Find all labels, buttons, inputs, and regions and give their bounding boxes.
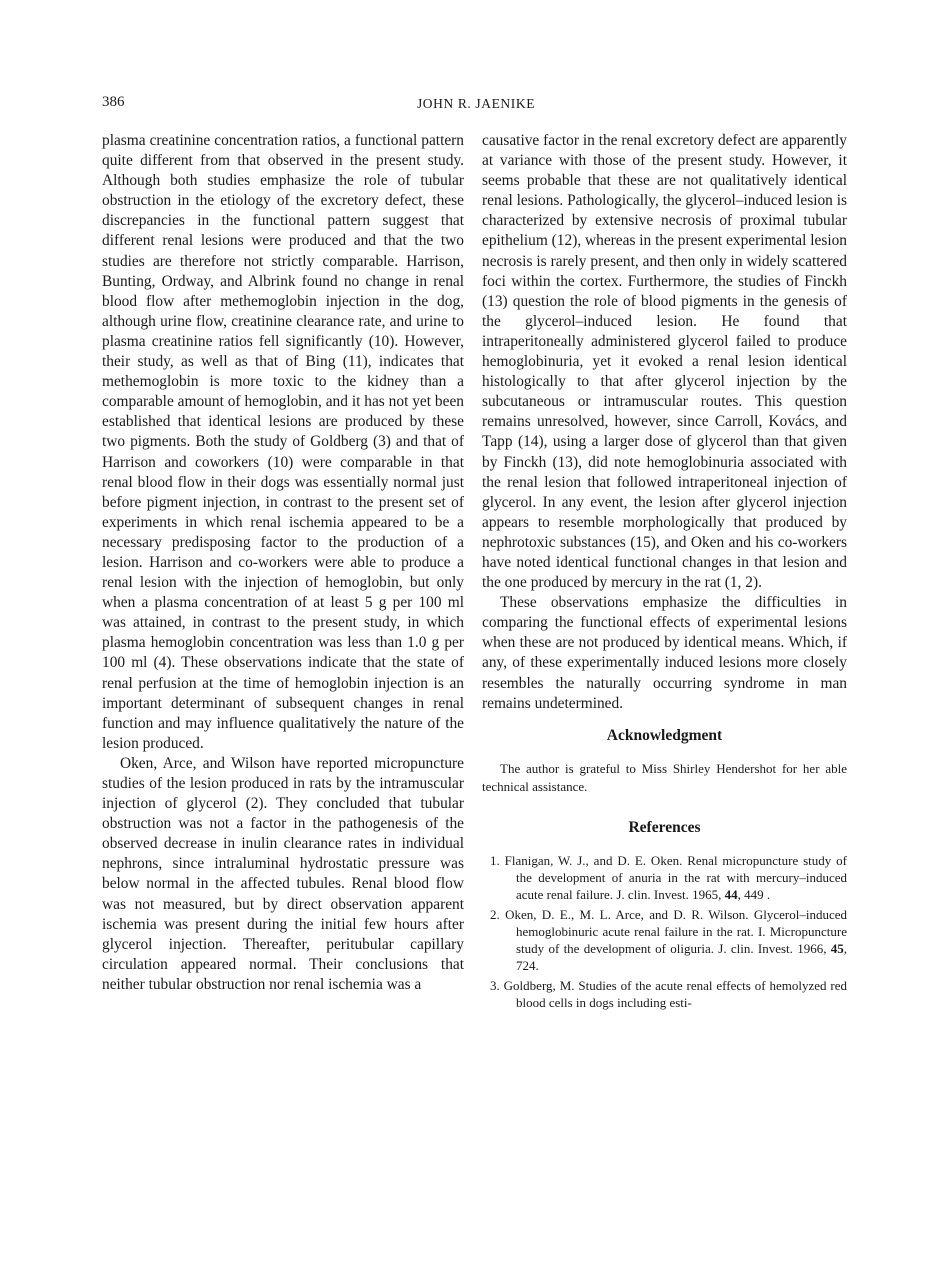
body-paragraph: Oken, Arce, and Wilson have reported micropuncture studies of the lesion produced in rats by the intramuscular injection of glycerol (2). They concluded that tubular obstruction was not a factor in the pathogenesis of the observed decrease in inulin clearance rates in individual nephrons, since intraluminal hydrostatic pressure was below normal in the affected tubules. Renal blood flow was not measured, but by direct observation apparent ischemia was present during the initial few hours after glycerol injection. Thereafter, peritubular capillary circulation appeared normal. Their conclusions that neither tubular obstruction nor renal ischemia was a (102, 754, 464, 993)
reference-text: Flanigan, W. J., and D. E. Oken. Renal micropuncture study of the development of anuria in the rat with mercury–induced acute renal failure. J. clin. Invest. 1965, (504, 852, 848, 902)
reference-volume: 45 (830, 940, 844, 956)
acknowledgment-heading: Acknowledgment (606, 726, 723, 744)
reference-item (482, 852, 847, 903)
left-column (102, 131, 464, 995)
reference-volume: 44 (724, 886, 738, 902)
references-heading: References (628, 818, 701, 836)
reference-pages: , 449 . (737, 886, 771, 902)
running-head: JOHN R. JAENIKE (416, 96, 536, 111)
reference-text: Oken, D. E., M. L. Arce, and D. R. Wilson. Glycerol–induced hemoglobinuric acute renal failure in the rat. I. Micropuncture study of the development of oliguria. J. clin. Invest. 1966, (505, 906, 848, 956)
reference-number: 3. (490, 977, 500, 993)
acknowledgment-text: The author is grateful to Miss Shirley Hendershot for her able technical assistance. (482, 760, 847, 794)
reference-number: 2. (490, 906, 500, 922)
page-number: 386 (102, 94, 125, 110)
reference-text: Goldberg, M. Studies of the acute renal effects of hemolyzed red blood cells in dogs including esti- (503, 977, 848, 1010)
page-header (102, 94, 850, 116)
body-paragraph: plasma creatinine concentration ratios, a functional pattern quite different from that observed in the present study. Although both studies emphasize the role of tubular obstruction in the etiology of the excretory defect, these discrepancies in the functional pattern suggest that different renal lesions were produced and that the two studies are therefore not strictly comparable. Harrison, Bunting, Ordway, and Albrink found no change in renal blood flow after methemoglobin injection in the dog, although urine flow, creatinine clearance rate, and urine to plasma creatinine ratios fell significantly (10). However, their study, as well as that of Bing (11), indicates that methemoglobin is more toxic to the kidney than a comparable amount of hemoglobin, and it has not yet been established that identical lesions are produced by these two pigments. Both the study of Goldberg (3) and that of Harrison and coworkers (10) were comparable in that renal blood flow in their dogs was essentially normal just before pigment injection, in contrast to the present set of experiments in which renal ischemia appeared to be a necessary predisposing factor to the production of a lesion. Harrison and co-workers were able to produce a renal lesion with the injection of hemoglobin, but only when a plasma concentration of at least 5 g per 100 ml was attained, in contrast to the present study, in which plasma hemoglobin concentration was less than 1.0 g per 100 ml (4). These observations indicate that the state of renal perfusion at the time of hemoglobin injection is an important determinant of subsequent changes in renal function and may influence qualitatively the nature of the lesion produced. (102, 132, 464, 752)
body-paragraph: These observations emphasize the difficulties in comparing the functional effects of experimental lesions when these are not produced by identical means. Which, if any, of these experimentally induced lesions more closely resembles the naturally occurring syndrome in man remains undetermined. (482, 594, 847, 712)
right-column (482, 131, 847, 1014)
body-paragraph: causative factor in the renal excretory defect are apparently at variance with those of the present study. However, it seems probable that these are not qualitatively identical renal lesions. Pathologically, the glycerol–induced lesion is characterized by extensive necrosis of proximal tubular epithelium (12), whereas in the present experimental lesion necrosis is rarely present, and then only in widely scattered foci within the cortex. Furthermore, the studies of Finckh (13) question the role of blood pigments in the genesis of the glycerol–induced lesion. He found that intraperitoneally administered glycerol failed to produce hemoglobinuria, yet it evoked a renal lesion identical histologically to that after glycerol injection by the subcutaneous or intramuscular routes. This question remains unresolved, however, since Carroll, Kovács, and Tapp (14), using a larger dose of glycerol than that given by Finckh (13), did note hemoglobinuria associated with the renal lesion that followed intraperitoneal injection of glycerol. In any event, the lesion after glycerol injection appears to resemble morphologically that produced by nephrotoxic substances (15), and Oken and his co-workers have noted identical functional changes in that lesion and the one produced by mercury in the rat (1, 2). (482, 132, 847, 592)
reference-number: 1. (490, 852, 500, 868)
reference-item (482, 906, 847, 974)
reference-pages: , 724. (516, 940, 847, 973)
reference-item (482, 977, 847, 1011)
reference-list (482, 852, 847, 1011)
